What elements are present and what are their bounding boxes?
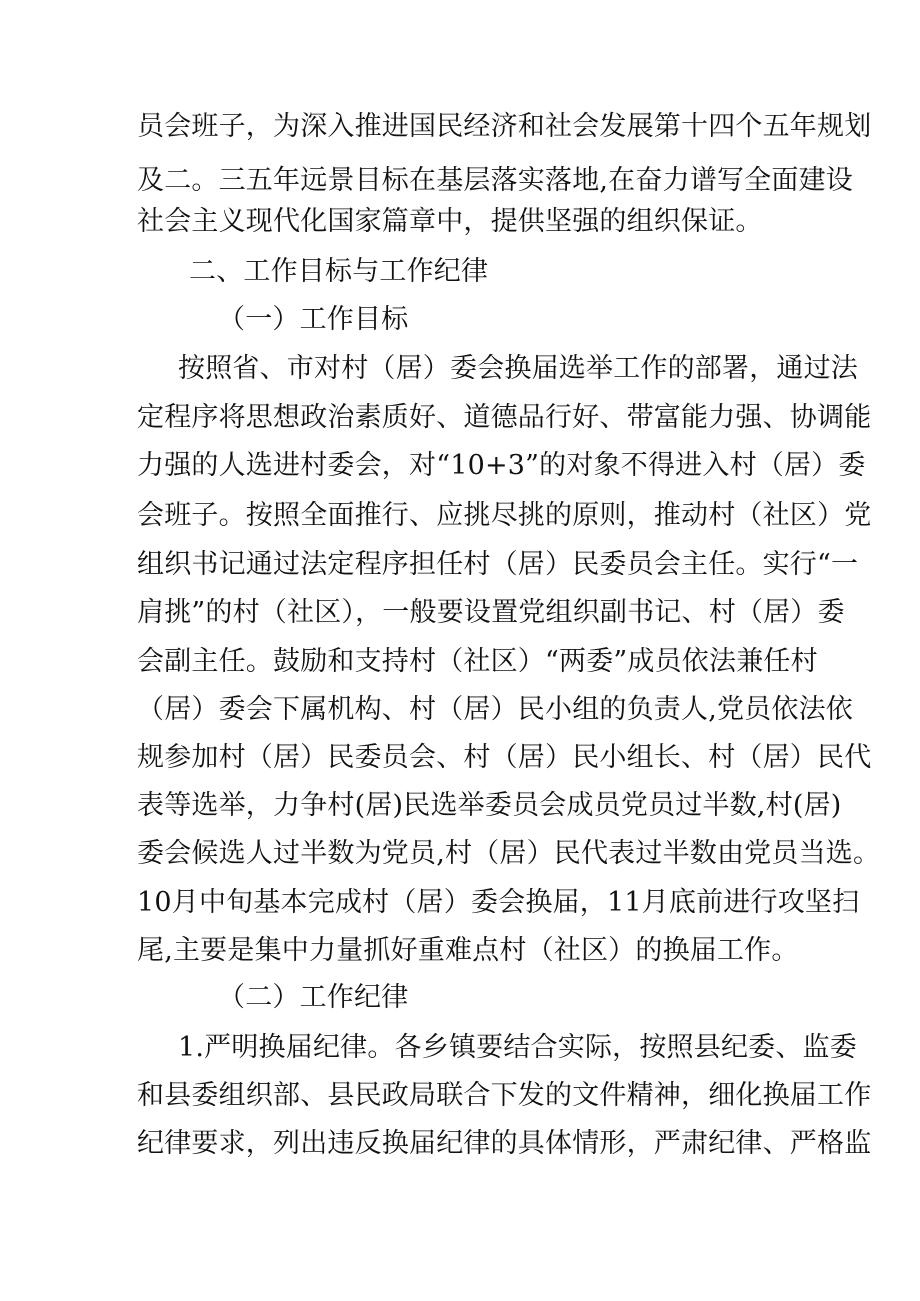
body-text-line: 定程序将思想政治素质好、道德品行好、带富能力强、协调能 [137, 402, 872, 433]
body-text-line: 社会主义现代化国家篇章中，提供坚强的组织保证。 [137, 206, 763, 237]
subsection-heading: （一）工作目标 [218, 304, 409, 335]
subsection-heading: （二）工作纪律 [218, 982, 409, 1013]
body-text-line: 及二。三五年远景目标在基层落实落地,在奋力谱写全面建设 [137, 165, 853, 196]
section-heading: 二、工作目标与工作纪律 [189, 256, 489, 287]
body-text-line: 员会班子，为深入推进国民经济和社会发展第十四个五年规划 [137, 111, 872, 142]
body-text-line: 组织书记通过法定程序担任村（居）民委员会主任。实行“一 [137, 549, 859, 580]
body-text-line: 委会候选人过半数为党员,村（居）民代表过半数由党员当选。 [137, 838, 881, 869]
body-text-line: 纪律要求，列出违反换届纪律的具体情形，严肃纪律、严格监 [137, 1128, 872, 1159]
body-text-line: 10月中旬基本完成村（居）委会换届，11月底前进行攻坚扫 [137, 887, 860, 918]
body-text-line: 力强的人选进村委会，对“10+3”的对象不得进入村（居）委 [137, 450, 866, 481]
body-text-line: 表等选举，力争村(居)民选举委员会成员党员过半数,村(居) [137, 790, 842, 821]
body-text-line: 和县委组织部、县民政局联合下发的文件精神，细化换届工作 [137, 1080, 872, 1111]
body-text-line: 会副主任。鼓励和支持村（社区）“两委”成员依法兼任村 [137, 646, 818, 677]
body-text-line: 肩挑”的村（社区），一般要设置党组织副书记、村（居）委 [137, 597, 845, 628]
body-text-line: 尾,主要是集中力量抓好重难点村（社区）的换届工作。 [137, 935, 799, 966]
body-text-line: 1.严明换届纪律。各乡镇要结合实际，按照县纪委、监委 [178, 1032, 857, 1063]
body-text-line: 规参加村（居）民委员会、村（居）民小组长、村（居）民代 [137, 742, 872, 773]
body-text-line: （居）委会下属机构、村（居）民小组的负责人,党员依法依 [137, 694, 853, 725]
body-text-line: 按照省、市对村（居）委会换届选举工作的部署，通过法 [178, 353, 858, 384]
body-text-line: 会班子。按照全面推行、应挑尽挑的原则，推动村（社区）党 [137, 500, 872, 531]
